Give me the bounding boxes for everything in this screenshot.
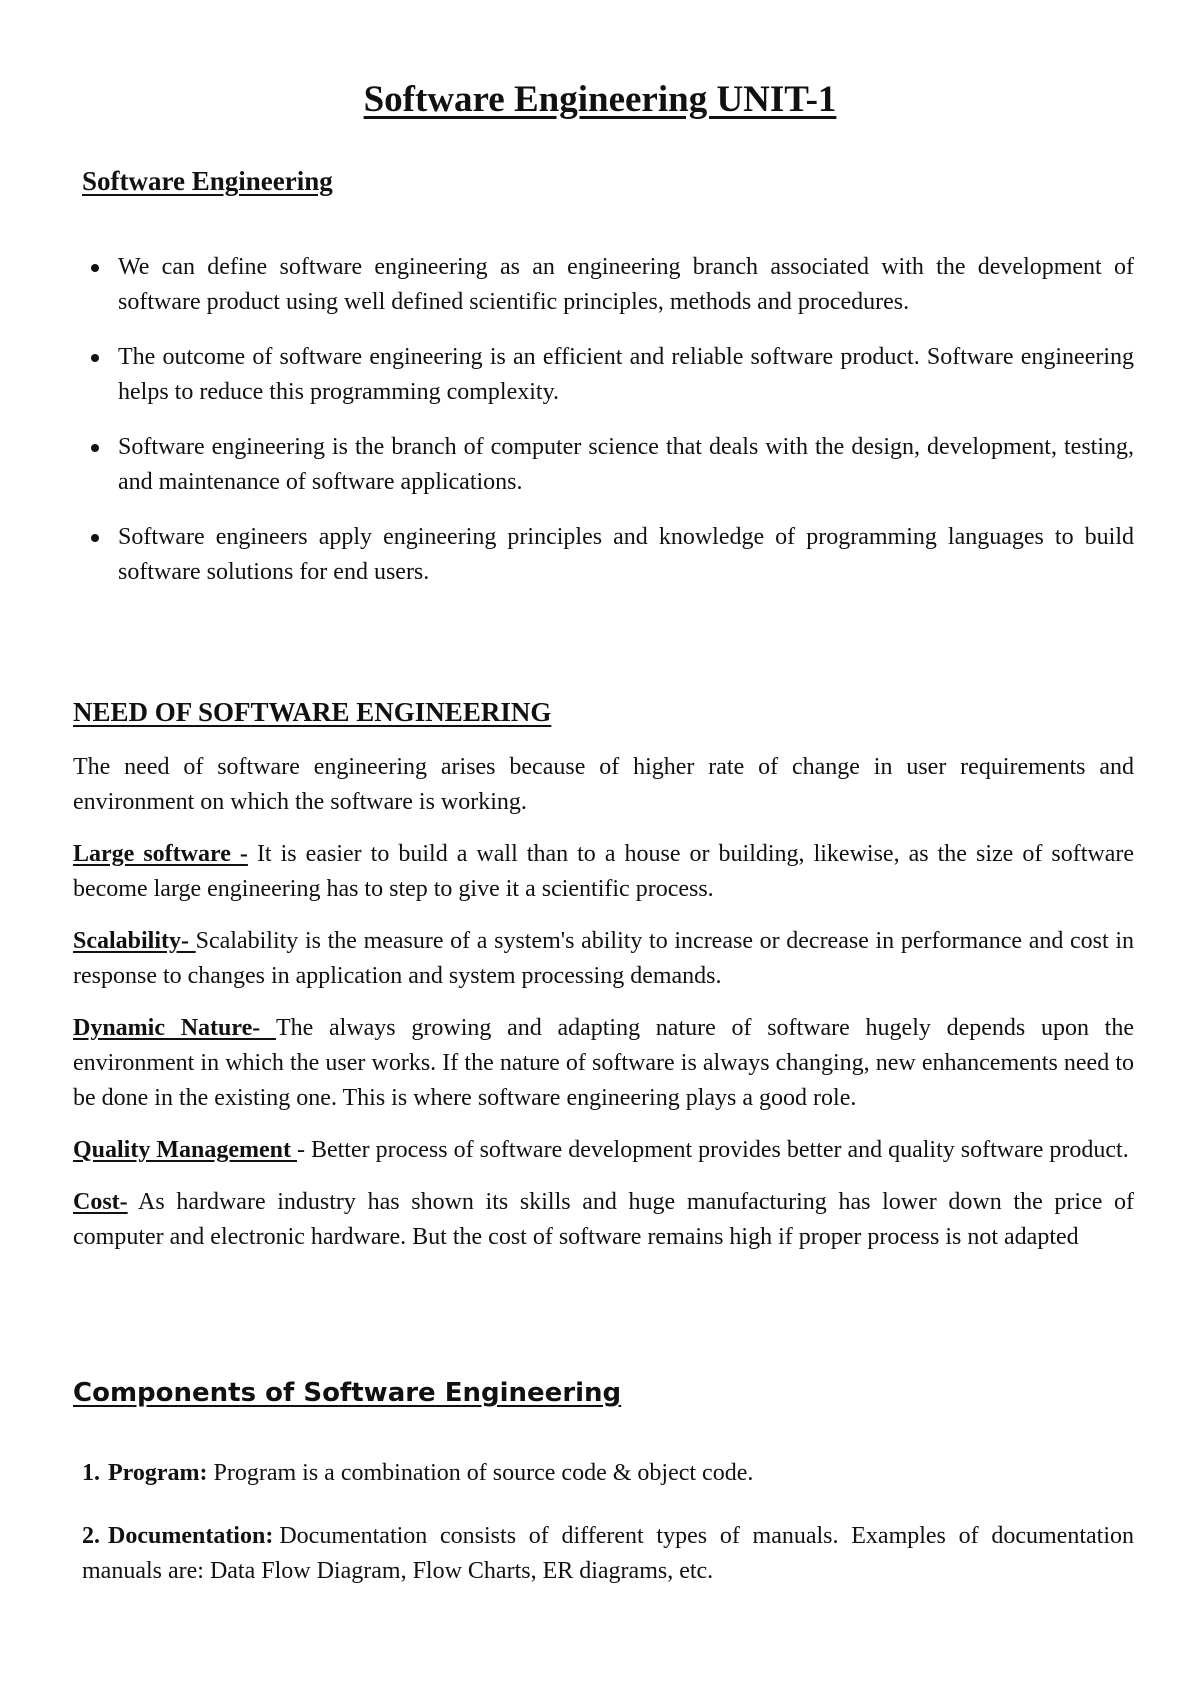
need-text: Scalability is the measure of a system's ability to increase or decrease in performance and cost in response to changes in application and system processing demands. bbox=[73, 928, 1134, 989]
need-text: - Better process of software development provides better and quality software product. bbox=[296, 1137, 1129, 1163]
section-heading-components: Components of Software Engineering bbox=[73, 1378, 622, 1408]
component-item-program bbox=[82, 1456, 1134, 1491]
need-term: Large software - bbox=[73, 841, 248, 867]
need-text: As hardware industry has shown its skills and huge manufacturing has lower down the price of computer and electronic hardware. But the cost of software remains high if proper process is not adapted bbox=[73, 1189, 1134, 1250]
bullet-item bbox=[118, 250, 1134, 320]
need-intro: The need of software engineering arises because of higher rate of change in user requirements and environment on which the software is working. bbox=[73, 754, 1134, 815]
bullet-text: We can define software engineering as an engineering branch associated with the development of software product using well defined scientific principles, methods and procedures. bbox=[118, 254, 1134, 315]
component-text: Program is a combination of source code & object code. bbox=[213, 1460, 754, 1486]
bullet-icon bbox=[91, 444, 99, 452]
bullet-text: Software engineering is the branch of computer science that deals with the design, development, testing, and maintenance of software applications. bbox=[118, 434, 1134, 495]
component-item-documentation bbox=[82, 1519, 1134, 1589]
need-term: Dynamic Nature- bbox=[73, 1015, 276, 1041]
section-heading-software-engineering: Software Engineering bbox=[82, 166, 333, 196]
need-item-cost bbox=[73, 1185, 1134, 1255]
bullet-icon bbox=[91, 534, 99, 542]
bullet-item bbox=[118, 430, 1134, 500]
definition-bullet-list bbox=[0, 250, 1200, 610]
need-item-quality-management bbox=[73, 1133, 1134, 1168]
need-term: Cost- bbox=[73, 1189, 128, 1215]
need-text: The always growing and adapting nature of software hugely depends upon the environment in which the user works. If the nature of software is always changing, new enhancements need to be done in the existing one. This is where software engineering plays a good role. bbox=[73, 1015, 1134, 1111]
bullet-item bbox=[118, 340, 1134, 410]
component-number: 1. bbox=[82, 1460, 100, 1486]
section-heading-need: NEED OF SOFTWARE ENGINEERING bbox=[73, 697, 552, 727]
need-section-body bbox=[73, 750, 1134, 1272]
need-item-large-software bbox=[73, 837, 1134, 907]
component-label: Documentation: bbox=[108, 1523, 274, 1549]
components-list bbox=[82, 1456, 1134, 1617]
need-item-scalability bbox=[73, 924, 1134, 994]
need-item-dynamic-nature bbox=[73, 1011, 1134, 1116]
bullet-text: Software engineers apply engineering principles and knowledge of programming languages to build software solutions for end users. bbox=[118, 524, 1134, 585]
bullet-icon bbox=[91, 264, 99, 272]
need-term: Scalability- bbox=[73, 928, 196, 954]
bullet-text: The outcome of software engineering is an efficient and reliable software product. Software engineering helps to reduce this programming complexity. bbox=[118, 344, 1134, 405]
need-text: It is easier to build a wall than to a house or building, likewise, as the size of software become large engineering has to step to give it a scientific process. bbox=[73, 841, 1134, 902]
need-term: Quality Management bbox=[73, 1137, 297, 1163]
bullet-item bbox=[118, 520, 1134, 590]
page-title: Software Engineering UNIT-1 bbox=[363, 79, 837, 120]
component-number: 2. bbox=[82, 1523, 100, 1549]
component-label: Program: bbox=[108, 1460, 208, 1486]
bullet-icon bbox=[91, 354, 99, 362]
component-text: Documentation consists of different types of manuals. Examples of documentation manuals are: Data Flow Diagram, Flow Charts, ER diagrams, etc. bbox=[82, 1523, 1134, 1584]
